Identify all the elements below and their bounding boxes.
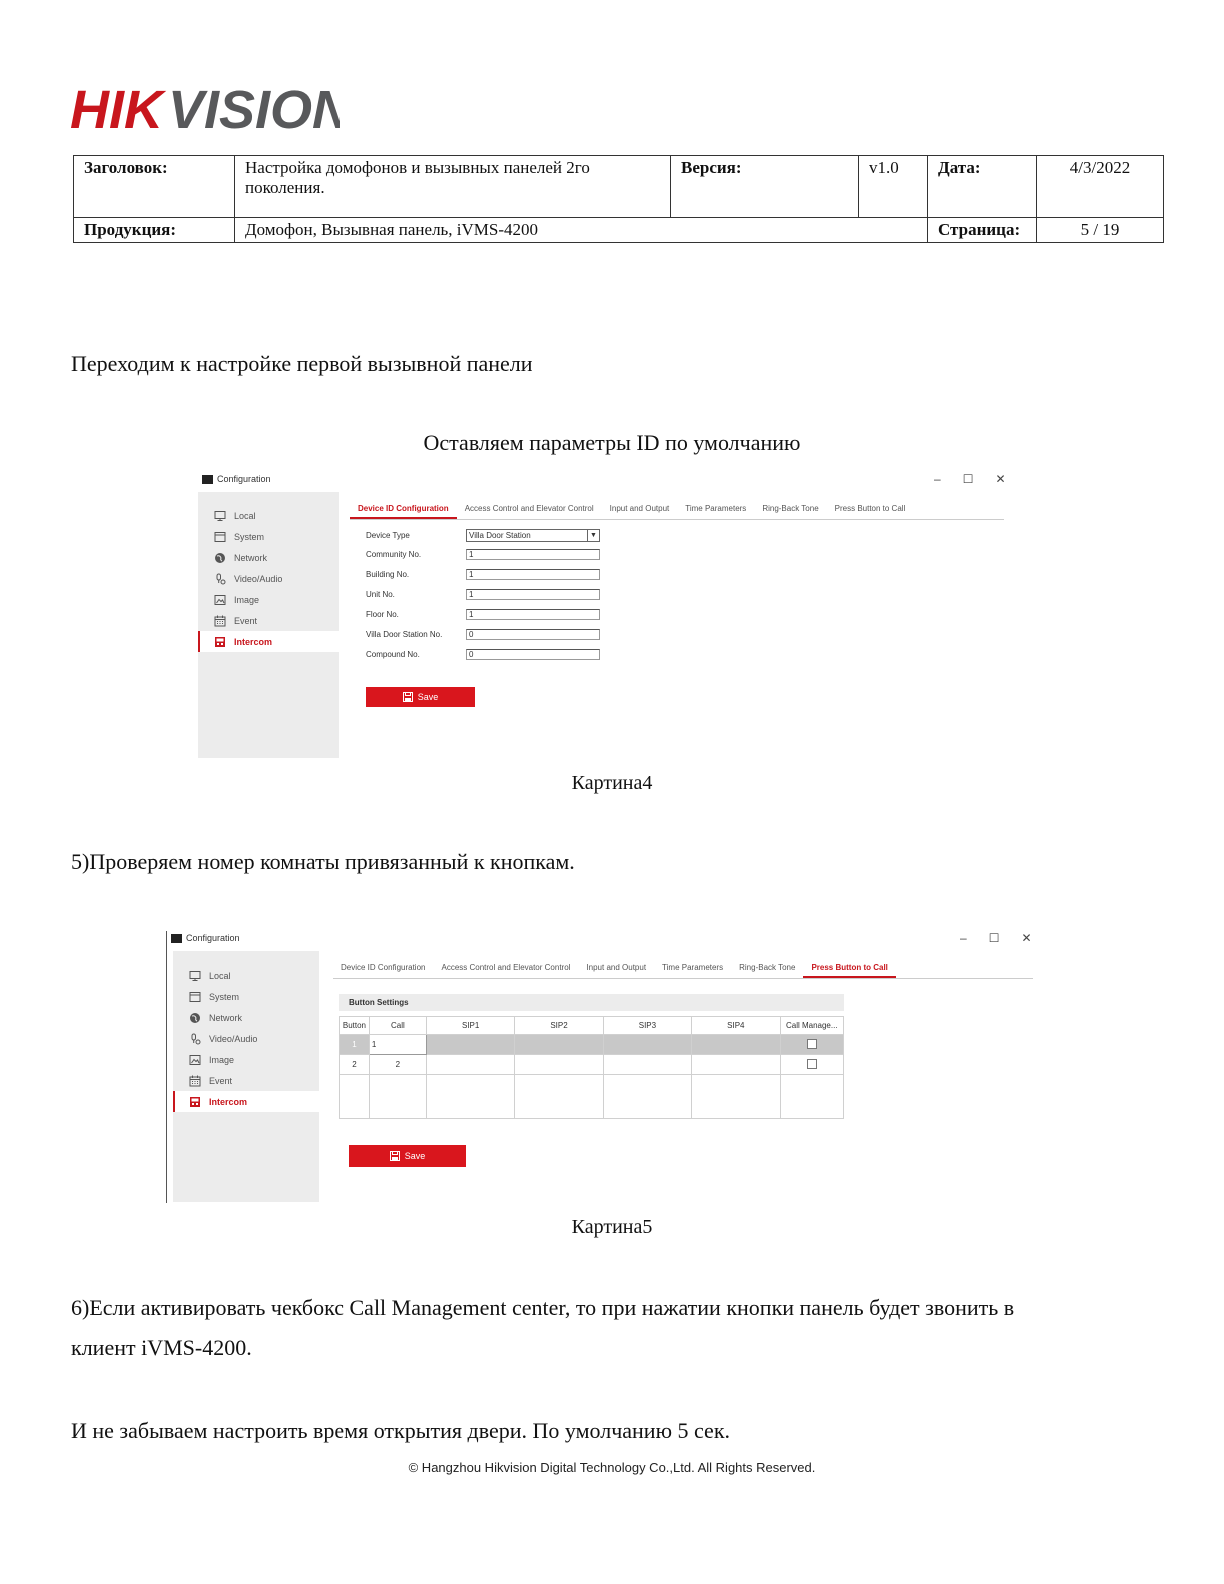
globe-icon	[189, 1012, 201, 1024]
window-icon	[171, 934, 182, 943]
sidebar-item-label: Local	[209, 970, 231, 981]
empty-cell	[603, 1075, 691, 1119]
column-header: SIP3	[603, 1017, 691, 1035]
tab-access-control-and-elevator-control[interactable]: Access Control and Elevator Control	[441, 963, 571, 972]
image-icon	[189, 1054, 201, 1066]
maximize-button[interactable]: ☐	[988, 931, 1000, 945]
tab-device-id-configuration[interactable]: Device ID Configuration	[341, 963, 426, 972]
window-icon	[202, 475, 213, 484]
maximize-button[interactable]: ☐	[962, 472, 974, 486]
sidebar-item-label: Video/Audio	[209, 1033, 258, 1044]
save-icon	[403, 692, 413, 702]
table-empty-area	[340, 1075, 844, 1119]
tab-bar	[350, 504, 1004, 520]
sidebar	[198, 492, 339, 758]
paragraph-intro: Переходим к настройке первой вызывной панели	[71, 351, 533, 376]
sidebar-item-label: Video/Audio	[234, 573, 283, 584]
save-button[interactable]: Save	[366, 687, 475, 707]
call-manage-cell	[780, 1055, 843, 1075]
sidebar	[173, 951, 319, 1202]
sip-cell	[603, 1055, 691, 1075]
title-value: Настройка домофонов и вызывных панелей 2го поколения.	[235, 156, 671, 218]
sidebar-item-label: Image	[209, 1054, 235, 1065]
empty-cell	[692, 1075, 780, 1119]
microphone-icon	[214, 573, 226, 585]
column-header: Call Manage...	[780, 1017, 843, 1035]
building-no-input[interactable]: 1	[466, 569, 600, 580]
button-number-cell: 1	[340, 1035, 370, 1055]
close-button[interactable]: ✕	[995, 472, 1006, 486]
call-manage-checkbox[interactable]	[807, 1039, 817, 1049]
microphone-icon	[189, 1033, 201, 1045]
sip-cell	[692, 1055, 780, 1075]
empty-cell	[369, 1075, 426, 1119]
community-no-input[interactable]: 1	[466, 549, 600, 560]
sidebar-item-label: Network	[209, 1012, 243, 1023]
sip-cell	[603, 1035, 691, 1055]
compound-no-input[interactable]: 0	[466, 649, 600, 660]
column-header: SIP1	[426, 1017, 514, 1035]
field-label: Device Type	[366, 531, 410, 540]
field-row	[366, 529, 600, 542]
sidebar-item-local[interactable]	[173, 965, 319, 986]
tab-ring-back-tone[interactable]: Ring-Back Tone	[762, 504, 819, 513]
product-value: Домофон, Вызывная панель, iVMS-4200	[235, 218, 928, 243]
date-label: Дата:	[928, 156, 1037, 218]
field-row	[366, 589, 600, 600]
system-icon	[189, 991, 201, 1003]
globe-icon	[214, 552, 226, 564]
field-label: Building No.	[366, 570, 410, 579]
sidebar-item-label: Network	[234, 552, 268, 563]
logo-hik-text: HIK	[70, 80, 163, 136]
save-icon	[390, 1151, 400, 1161]
field-row	[366, 649, 600, 660]
villa-door-station-no-input[interactable]: 0	[466, 629, 600, 640]
sidebar-item-image[interactable]	[198, 589, 339, 610]
call-manage-cell	[780, 1035, 843, 1055]
column-header: SIP2	[515, 1017, 603, 1035]
sidebar-item-network[interactable]	[173, 1007, 319, 1028]
sip-cell	[426, 1055, 514, 1075]
logo-vision-text: VISION	[168, 80, 340, 136]
sidebar-item-label: System	[209, 991, 240, 1002]
product-label: Продукция:	[74, 218, 235, 243]
field-label: Compound No.	[366, 650, 420, 659]
intercom-icon	[214, 636, 226, 648]
sidebar-item-network[interactable]	[198, 547, 339, 568]
empty-cell	[780, 1075, 843, 1119]
sidebar-item-videoaudio[interactable]	[173, 1028, 319, 1049]
field-label: Community No.	[366, 550, 422, 559]
sidebar-item-videoaudio[interactable]	[198, 568, 339, 589]
window-title: Configuration	[202, 474, 271, 484]
document-header-table	[73, 155, 1164, 243]
tab-input-and-output[interactable]: Input and Output	[586, 963, 647, 972]
sip-cell	[515, 1055, 603, 1075]
hikvision-logo	[70, 80, 340, 136]
version-label: Версия:	[671, 156, 859, 218]
tab-access-control-and-elevator-control[interactable]: Access Control and Elevator Control	[464, 504, 594, 513]
calendar-icon	[214, 615, 226, 627]
chevron-down-icon: ▼	[587, 530, 599, 541]
call-manage-checkbox[interactable]	[807, 1059, 817, 1069]
device-type-select[interactable]: Villa Door Station ▼	[466, 529, 600, 542]
sidebar-item-local[interactable]	[198, 505, 339, 526]
intercom-icon	[189, 1096, 201, 1108]
caption-picture4: Картина4	[571, 772, 653, 794]
screenshot1-heading: Оставляем параметры ID по умолчанию	[423, 430, 801, 455]
page-value: 5 / 19	[1037, 218, 1164, 243]
sidebar-item-intercom[interactable]	[198, 631, 339, 652]
button-settings-table	[339, 1016, 844, 1119]
sidebar-item-label: Event	[209, 1075, 233, 1086]
title-label: Заголовок:	[74, 156, 235, 218]
sidebar-item-event[interactable]	[173, 1070, 319, 1091]
minimize-button[interactable]: –	[934, 472, 941, 486]
configuration-window-1	[198, 474, 1018, 760]
page-label: Страница:	[928, 218, 1037, 243]
tab-input-and-output[interactable]: Input and Output	[609, 504, 670, 513]
window-controls	[934, 472, 1006, 486]
sidebar-item-label: Image	[234, 594, 260, 605]
column-header: Call	[369, 1017, 426, 1035]
close-button[interactable]: ✕	[1021, 931, 1032, 945]
floor-no-input[interactable]: 1	[466, 609, 600, 620]
sip-cell	[692, 1035, 780, 1055]
save-button[interactable]: Save	[349, 1145, 466, 1167]
tab-press-button-to-call[interactable]: Press Button to Call	[803, 963, 895, 978]
tab-ring-back-tone[interactable]: Ring-Back Tone	[739, 963, 796, 972]
version-value: v1.0	[859, 156, 928, 218]
window-controls	[960, 931, 1032, 945]
field-label: Unit No.	[366, 590, 395, 599]
window-title: Configuration	[171, 933, 240, 943]
column-header: Button	[340, 1017, 370, 1035]
empty-cell	[426, 1075, 514, 1119]
tab-time-parameters[interactable]: Time Parameters	[662, 963, 724, 972]
field-label: Villa Door Station No.	[366, 630, 443, 639]
caption-picture5: Картина5	[571, 1216, 653, 1238]
sidebar-item-label: Event	[234, 615, 258, 626]
field-row	[366, 549, 600, 560]
configuration-window-2	[166, 931, 1039, 1203]
date-value: 4/3/2022	[1037, 156, 1164, 218]
paragraph-door-time: И не забываем настроить время открытия двери. По умолчанию 5 сек.	[71, 1418, 731, 1443]
sidebar-item-system[interactable]	[198, 526, 339, 547]
call-input-cell[interactable]: 1	[369, 1035, 426, 1055]
tab-device-id-configuration[interactable]: Device ID Configuration	[350, 504, 457, 519]
unit-no-input[interactable]: 1	[466, 589, 600, 600]
field-row	[366, 629, 600, 640]
sidebar-item-system[interactable]	[173, 986, 319, 1007]
calendar-icon	[189, 1075, 201, 1087]
button-number-cell: 2	[340, 1055, 370, 1075]
sip-cell	[515, 1035, 603, 1055]
sidebar-item-label: System	[234, 531, 265, 542]
empty-cell	[515, 1075, 603, 1119]
copyright-footer: © Hangzhou Hikvision Digital Technology Co.,Ltd. All Rights Reserved.	[408, 1460, 816, 1475]
empty-cell	[340, 1075, 370, 1119]
sidebar-item-label: Intercom	[234, 636, 273, 647]
field-label: Floor No.	[366, 610, 399, 619]
sip-cell	[426, 1035, 514, 1055]
field-row	[366, 569, 600, 580]
image-icon	[214, 594, 226, 606]
tab-press-button-to-call[interactable]: Press Button to Call	[834, 504, 906, 513]
table-row[interactable]	[340, 1055, 844, 1075]
field-row	[366, 609, 600, 620]
table-row[interactable]	[340, 1035, 844, 1055]
sidebar-item-event[interactable]	[198, 610, 339, 631]
monitor-icon	[214, 510, 226, 522]
button-settings-title: Button Settings	[339, 994, 844, 1011]
sidebar-item-label: Local	[234, 510, 256, 521]
tab-time-parameters[interactable]: Time Parameters	[685, 504, 747, 513]
sidebar-item-label: Intercom	[209, 1096, 248, 1107]
sidebar-item-image[interactable]	[173, 1049, 319, 1070]
call-cell: 2	[369, 1055, 426, 1075]
paragraph-step6-line1: 6)Если активировать чекбокс Call Management center, то при нажатии кнопки панель будет звонить в	[71, 1295, 1015, 1320]
column-header: SIP4	[692, 1017, 780, 1035]
tab-bar	[333, 963, 1033, 979]
paragraph-step6-line2: клиент iVMS-4200.	[71, 1335, 252, 1360]
monitor-icon	[189, 970, 201, 982]
paragraph-step5: 5)Проверяем номер комнаты привязанный к кнопкам.	[71, 849, 575, 874]
sidebar-item-intercom[interactable]	[173, 1091, 319, 1112]
minimize-button[interactable]: –	[960, 931, 967, 945]
system-icon	[214, 531, 226, 543]
